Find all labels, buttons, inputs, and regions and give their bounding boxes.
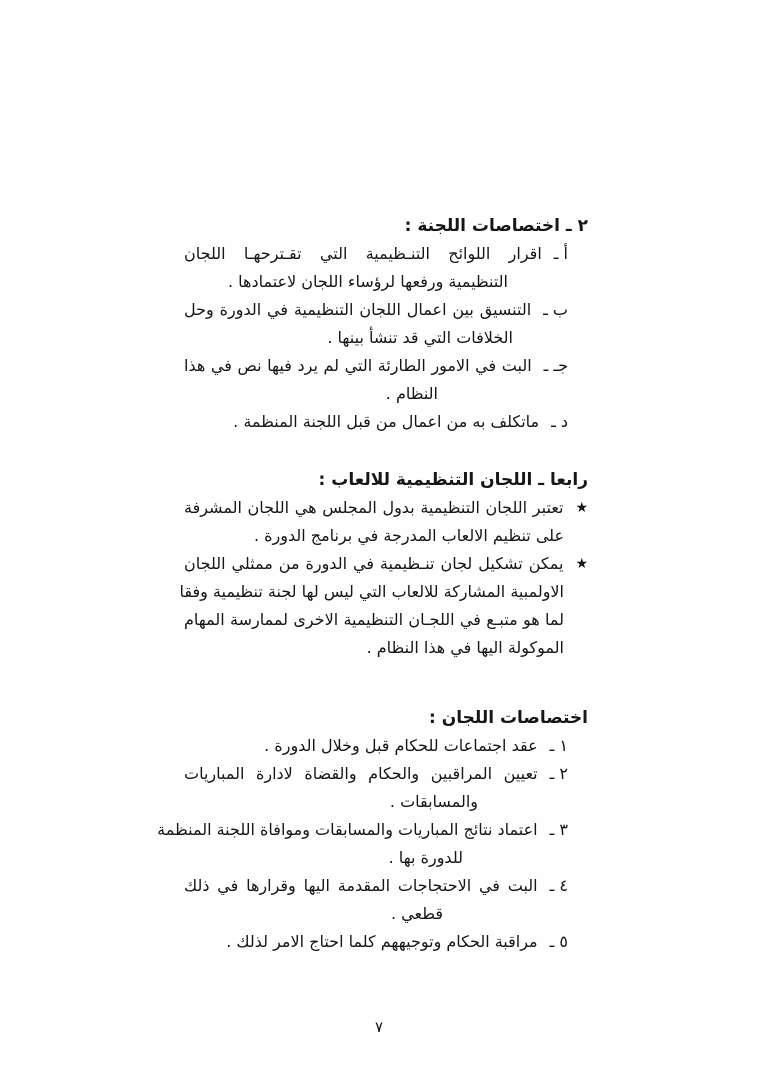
item-line: [184, 872, 568, 900]
item-text: اقرار اللوائح التنـظيمية التي تقـترحهـا اللجان: [184, 244, 542, 263]
item-text: تعتبر اللجان التنظيمية بدول المجلس هي اللجان المشرفة: [184, 498, 564, 517]
numbered-item-1: [184, 732, 568, 760]
item-text: اعتماد نتائج المباريات والمسابقات وموافاة اللجنة المنظمة: [157, 820, 538, 839]
item-text: يمكن تشكيل لجان تنـظيمية في الدورة من ممثلي اللجان: [184, 554, 564, 573]
item-line: الاولمبية المشاركة للالعاب التي ليس لها لجنة تنظيمية وفقا: [179, 582, 564, 601]
list-item-a: [184, 240, 568, 296]
section-heading: اختصاصات اللجان :: [429, 708, 588, 728]
item-line: الموكولة اليها في هذا النظام .: [366, 638, 564, 657]
section-committee-powers: [184, 212, 588, 436]
item-line: لما هو متبـع في اللجـان التنظيمية الاخرى لممارسة المهام: [184, 610, 564, 629]
item-line: للدورة بها .: [388, 848, 463, 867]
item-marker: ١ ـ: [549, 736, 568, 755]
item-line: والمسابقات .: [389, 792, 478, 811]
item-text: البت في الاحتجاجات المقدمة اليها وقرارها في ذلك: [184, 876, 538, 895]
item-line: [157, 816, 568, 844]
list-item-d: [184, 408, 568, 436]
star-icon: ★: [575, 556, 588, 572]
item-marker: ٢ ـ: [549, 764, 568, 783]
item-line: [184, 296, 568, 324]
item-line: [184, 408, 568, 436]
item-line: [184, 732, 568, 760]
numbered-item-5: [184, 928, 568, 956]
bullet-item-1: [184, 494, 588, 550]
item-marker: جـ ـ: [543, 356, 568, 375]
item-text: البت في الامور الطارئة التي لم يرد فيها نص في هذا: [184, 356, 532, 375]
item-marker: ٣ ـ: [549, 820, 568, 839]
section-game-committees: [179, 466, 588, 662]
item-line: قطعي .: [391, 904, 443, 923]
numbered-item-2: [184, 760, 568, 816]
item-line: على تنظيم الالعاب المدرجة في برنامج الدورة .: [253, 526, 564, 545]
item-line: الخلافات التي قد تنشأ بينها .: [327, 328, 513, 347]
item-line: التنظيمية ورفعها لرؤساء اللجان لاعتمادها .: [227, 272, 508, 291]
star-icon: ★: [575, 500, 588, 516]
section-heading: رابعا ـ اللجان التنظيمية للالعاب :: [318, 470, 588, 490]
item-marker: د ـ: [551, 412, 568, 431]
section-heading: ٢ ـ اختصاصات اللجنة :: [404, 216, 588, 236]
bullet-item-2: [179, 550, 588, 662]
section-committee-duties: [157, 704, 588, 956]
item-line: [184, 352, 568, 380]
item-text: مراقبة الحكام وتوجيههم كلما احتاج الامر لذلك .: [226, 932, 538, 951]
numbered-item-3: [157, 816, 568, 872]
item-marker: ب ـ: [543, 300, 568, 319]
item-line: [184, 494, 588, 522]
item-text: تعيين المراقبين والحكام والقضاة لادارة المباريات: [184, 764, 538, 783]
item-text: التنسيق بين اعمال اللجان التنظيمية في الدورة وحل: [184, 300, 532, 319]
item-line: النظام .: [385, 384, 438, 403]
item-line: [184, 550, 588, 578]
item-line: [184, 240, 568, 268]
item-line: [184, 928, 568, 956]
list-item-j: [184, 352, 568, 408]
page-number: ٧: [374, 1018, 384, 1036]
item-text: ماتكلف به من اعمال من قبل اللجنة المنظمة .: [233, 412, 540, 431]
item-marker: ٤ ـ: [549, 876, 568, 895]
numbered-item-4: [184, 872, 568, 928]
list-item-b: [184, 296, 568, 352]
page-content: [157, 212, 588, 956]
item-marker: أ ـ: [553, 244, 568, 263]
item-line: [184, 760, 568, 788]
item-text: عقد اجتماعات للحكام قبل وخلال الدورة .: [264, 736, 538, 755]
item-marker: ٥ ـ: [549, 932, 568, 951]
